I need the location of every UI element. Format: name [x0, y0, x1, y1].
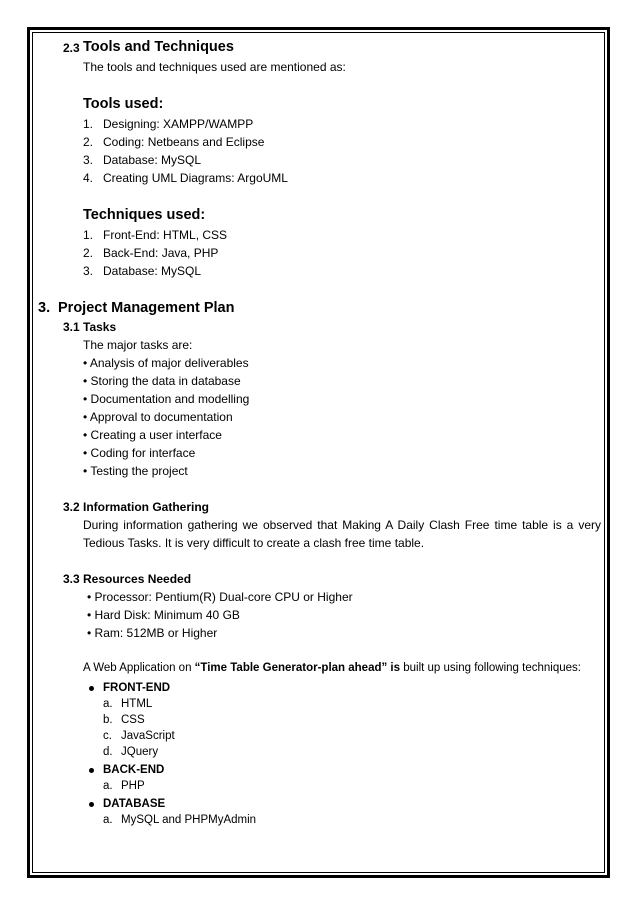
list-number: 1. [83, 117, 94, 131]
list-item: Front-End: HTML, CSS [103, 228, 228, 242]
list-letter: a. [103, 780, 113, 792]
section-paragraph: During information gathering we observed that Making A Daily Clash Free time table is a very Tedious Tasks. It is very difficult to create a clash free time table. [83, 518, 601, 550]
webapp-intro [83, 661, 581, 675]
list-item: Creating UML Diagrams: ArgoUML [103, 171, 288, 185]
list-letter: b. [103, 714, 113, 726]
bullet-item: • Hard Disk: Minimum 40 GB [87, 608, 240, 622]
tools-heading: Tools used: [83, 96, 164, 112]
list-item: Designing: XAMPP/WAMPP [103, 117, 254, 131]
group-title: DATABASE [103, 798, 166, 810]
list-item: Database: MySQL [103, 264, 202, 278]
list-item: HTML [121, 698, 153, 710]
chapter-number: 3. [38, 300, 51, 316]
bullet-item: • Storing the data in database [83, 374, 241, 388]
list-number: 1. [83, 228, 94, 242]
list-letter: c. [103, 730, 112, 742]
section-title: Tools and Techniques [83, 39, 234, 55]
bullet-dot [89, 768, 94, 773]
list-item: Database: MySQL [103, 153, 202, 167]
bullet-item: • Ram: 512MB or Higher [87, 626, 218, 640]
section-number: 3.2 [63, 500, 80, 514]
techniques-heading: Techniques used: [83, 207, 206, 223]
bullet-dot [89, 686, 94, 691]
list-item: JQuery [121, 746, 159, 758]
list-item: CSS [121, 714, 145, 726]
webapp-intro-prefix: A Web Application on [83, 662, 195, 674]
section-title: Information Gathering [83, 500, 209, 514]
webapp-name: “Time Table Generator-plan ahead” is [194, 662, 401, 674]
list-item: PHP [121, 780, 145, 792]
list-item: Back-End: Java, PHP [103, 246, 219, 260]
section-intro: The tools and techniques used are mentioned as: [83, 60, 346, 74]
list-number: 2. [83, 246, 94, 260]
section-number: 2.3 [63, 41, 80, 55]
list-letter: a. [103, 698, 113, 710]
section-number: 3.1 [63, 320, 80, 334]
chapter-title: Project Management Plan [58, 300, 235, 316]
bullet-item: • Analysis of major deliverables [83, 356, 249, 370]
list-letter: a. [103, 814, 113, 826]
list-item: MySQL and PHPMyAdmin [121, 814, 257, 826]
bullet-item: • Creating a user interface [83, 428, 222, 442]
list-number: 3. [83, 153, 94, 167]
list-item: JavaScript [121, 730, 175, 742]
list-number: 3. [83, 264, 94, 278]
bullet-item: • Testing the project [83, 464, 188, 478]
list-number: 2. [83, 135, 94, 149]
bullet-item: • Coding for interface [83, 446, 196, 460]
bullet-item: • Approval to documentation [83, 410, 233, 424]
list-letter: d. [103, 746, 113, 758]
webapp-intro-suffix: built up using following techniques: [400, 662, 581, 674]
section-title: Resources Needed [83, 572, 192, 586]
bullet-item: • Documentation and modelling [83, 392, 250, 406]
section-intro: The major tasks are: [83, 338, 193, 352]
section-number: 3.3 [63, 572, 80, 586]
section-title: Tasks [83, 320, 117, 334]
group-title: FRONT-END [103, 682, 171, 694]
list-number: 4. [83, 171, 94, 185]
bullet-item: • Processor: Pentium(R) Dual-core CPU or Higher [87, 590, 353, 604]
list-item: Coding: Netbeans and Eclipse [103, 135, 265, 149]
group-title: BACK-END [103, 764, 165, 776]
bullet-dot [89, 802, 94, 807]
